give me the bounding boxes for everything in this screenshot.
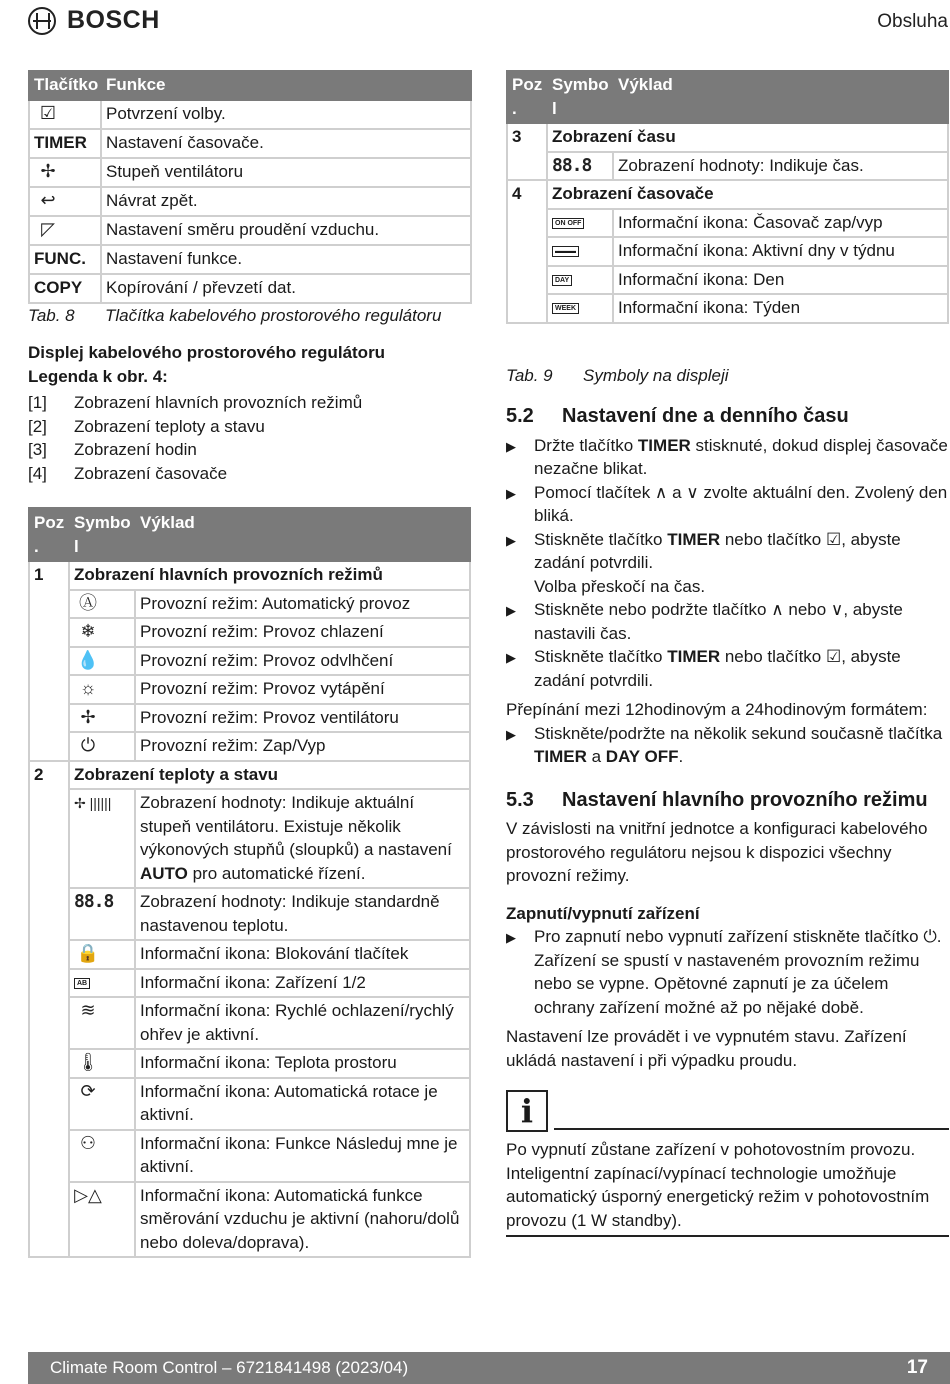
legend-item <box>28 438 472 462</box>
function-cell: Návrat zpět. <box>101 187 471 216</box>
info-icon: i <box>506 1090 548 1132</box>
weekdays-icon: ▬▬▬ <box>552 246 579 257</box>
caption-number: Tab. 8 <box>28 305 75 325</box>
section-title: Nastavení hlavního provozního režimu <box>562 788 928 811</box>
right-column-text <box>506 405 949 1237</box>
function-cell: Nastavení časovače. <box>101 129 471 158</box>
thermometer-icon: 🌡 <box>76 1052 100 1072</box>
document-id: Climate Room Control – 6721841498 (2023/04) <box>50 1358 409 1377</box>
symbol-cell <box>69 1049 135 1078</box>
meaning-text: Provozní režim: Provoz ventilátoru <box>140 707 399 727</box>
legend-number: [3] <box>28 440 47 459</box>
text-part: Stiskněte tlačítko <box>534 529 668 549</box>
text-part: Stiskněte nebo podržte tlačítko ∧ nebo ∨, abyste nastavili čas. <box>534 600 903 643</box>
table-row <box>29 274 471 303</box>
week-icon: WEEK <box>552 303 579 314</box>
column-header-symbol: Symbo l <box>69 508 135 561</box>
caption-text: Symboly na displeji <box>583 366 729 385</box>
text-part: stisknuté, dokud displej časovače nezačne blikat. <box>534 435 948 478</box>
meaning-cell <box>613 209 948 238</box>
table-row <box>29 216 471 245</box>
group-row <box>29 761 470 790</box>
button-key-cell <box>29 187 101 216</box>
table-row <box>29 675 470 704</box>
meaning-cell <box>135 732 470 761</box>
meaning-text: Provozní režim: Automatický provoz <box>140 593 411 613</box>
table-row <box>29 187 471 216</box>
caption-text: Tlačítka kabelového prostorového regulátoru <box>105 305 442 325</box>
column-header-pos: Poz . <box>507 71 547 123</box>
bullet-triangle-icon: ▶ <box>506 532 516 548</box>
symbol-cell <box>69 789 135 888</box>
meaning-cell <box>613 152 948 181</box>
note-header <box>506 1090 949 1134</box>
table-row <box>29 245 471 274</box>
symbol-cell <box>69 732 135 761</box>
sun-icon: ☼ <box>79 678 97 698</box>
symbol-cell <box>547 294 613 323</box>
bullet-text <box>534 481 949 528</box>
note-text: Po vypnutí zůstane zařízení v pohotovostním provozu. Inteligentní zapínací/vypínací technologie umožňuje automatický úsporný energetický režim v pohotovostním provozu (1 W standby). <box>506 1138 949 1237</box>
meaning-text: Informační ikona: Týden <box>618 298 801 317</box>
meaning-cell <box>135 1182 470 1258</box>
fan-icon: ✢ <box>40 160 56 181</box>
symbol-cell <box>69 1182 135 1258</box>
meaning-bold: AUTO <box>140 863 188 883</box>
group-row <box>29 561 470 590</box>
table-row <box>29 1049 470 1078</box>
function-cell: Nastavení funkce. <box>101 245 471 274</box>
meaning-cell <box>613 237 948 266</box>
group-title: Zobrazení hlavních provozních režimů <box>69 561 470 590</box>
meaning-text: Informační ikona: Rychlé ochlazení/rychlý ohřev je aktivní. <box>140 1001 454 1044</box>
table-row <box>29 888 470 940</box>
meaning-text: Zobrazení hodnoty: Indikuje aktuální stupeň ventilátoru. Existuje několik výkonových stupňů (sloupků) a nastavení <box>140 793 452 859</box>
bosch-logo <box>28 7 160 35</box>
buttons-table <box>28 70 472 304</box>
bullet-item <box>506 481 949 528</box>
meaning-text: Informační ikona: Den <box>618 269 785 289</box>
meaning-text: Informační ikona: Blokování tlačítek <box>140 944 409 963</box>
legend-text: Zobrazení teploty a stavu <box>74 416 265 436</box>
bullet-triangle-icon: ▶ <box>506 438 516 454</box>
legend-title: Displej kabelového prostorového regulátoru <box>28 343 386 362</box>
table-row <box>29 158 471 187</box>
symbol-cell <box>69 704 135 733</box>
legend-text: Zobrazení hodin <box>74 440 197 459</box>
symbols-table <box>506 70 949 324</box>
symbol-cell <box>69 1130 135 1182</box>
section-intro: V závislosti na vnitřní jednotce a konfiguraci kabelového prostorového regulátoru nejsou k dispozici všechny provozní režimy. <box>506 819 928 885</box>
table-caption <box>28 304 472 328</box>
button-name: TIMER <box>667 647 721 666</box>
group-row <box>507 180 948 209</box>
buttons-table-block <box>28 70 472 327</box>
bullet-item <box>506 645 949 692</box>
meaning-cell <box>135 1078 470 1130</box>
button-key: TIMER <box>34 132 87 152</box>
button-key-cell <box>29 158 101 187</box>
table-row <box>29 100 471 129</box>
fan-level-icon: ✢ |||||| <box>74 795 112 811</box>
legend-number: [2] <box>28 416 47 436</box>
meaning-text: Informační ikona: Časovač zap/vyp <box>618 212 883 232</box>
symbol-cell <box>69 997 135 1049</box>
table-row <box>29 1130 470 1182</box>
meaning-text: Informační ikona: Automatická funkce směrování vzduchu je aktivní (nahoru/dolů nebo doleva/doprava). <box>140 1185 460 1252</box>
table-row <box>29 1182 470 1258</box>
bullet-item <box>506 598 949 645</box>
lock-icon: 🔒 <box>76 943 100 963</box>
table-caption <box>506 364 729 388</box>
meaning-cell <box>135 618 470 647</box>
meaning-cell <box>135 590 470 619</box>
group-row <box>507 123 948 152</box>
legend-item <box>28 391 472 415</box>
column-header-meaning: Výklad <box>135 508 470 561</box>
bullet-text <box>534 434 949 481</box>
meaning-cell <box>135 1049 470 1078</box>
text-part: . <box>678 747 684 766</box>
text-part: Pomocí tlačítek ∧ a ∨ zvolte aktuální den. Zvolený den bliká. <box>534 482 948 525</box>
note-rule <box>554 1128 949 1130</box>
meaning-text: Provozní režim: Provoz odvlhčení <box>140 650 394 670</box>
fan-icon: ✢ <box>80 706 96 727</box>
meaning-text: Informační ikona: Teplota prostoru <box>140 1053 397 1072</box>
snowflake-icon: ❄ <box>80 621 96 641</box>
dehumidify-icon: 💧 <box>76 649 100 670</box>
bullet-triangle-icon: ▶ <box>506 930 516 945</box>
display-legend <box>28 341 472 485</box>
symbol-cell <box>69 618 135 647</box>
time-display-icon: 88.8 <box>552 154 592 176</box>
table-row <box>29 590 470 619</box>
function-cell: Stupeň ventilátoru <box>101 158 471 187</box>
rotation-icon: ⟳ <box>80 1080 96 1101</box>
table-row <box>29 704 470 733</box>
bullet-item <box>506 528 949 599</box>
section-paragraph: Nastavení lze provádět i ve vypnutém stavu. Zařízení ukládá nastavení i při výpadku proudu. <box>506 1027 907 1070</box>
table-row <box>29 969 470 998</box>
button-key: FUNC. <box>34 248 86 268</box>
table-header-row <box>29 71 471 100</box>
symbol-cell <box>547 266 613 295</box>
meaning-cell <box>135 675 470 704</box>
position-cell: 2 <box>29 761 69 1258</box>
bosch-armature-icon <box>28 7 56 35</box>
bullet-text <box>534 528 949 599</box>
bullet-item <box>506 722 949 769</box>
button-key-cell <box>29 274 101 303</box>
section-name: Obsluha <box>877 11 948 32</box>
meaning-text: Provozní režim: Provoz chlazení <box>140 622 384 641</box>
day-icon: DAY <box>552 275 572 286</box>
bullet-text: Pro zapnutí nebo vypnutí zařízení stiskněte tlačítko ⏻. Zařízení se spustí v nastaveném provozním režimu nebo se vypne. Opětovné zapnutí je za účelem ochrany zařízení možné až po nějaké době. <box>534 927 942 1017</box>
meaning-cell <box>135 969 470 998</box>
column-header-symbol: Symbo l <box>547 71 613 123</box>
meaning-cell <box>135 789 470 888</box>
section-number: 5.3 <box>506 788 534 811</box>
back-icon: ↩ <box>40 189 56 210</box>
table-row <box>29 1078 470 1130</box>
bullet-text <box>534 722 949 769</box>
position-cell: 1 <box>29 561 69 761</box>
table-row <box>507 237 948 266</box>
checkbox-icon: ☑ <box>39 102 57 123</box>
table-row <box>29 789 470 888</box>
symbol-cell <box>69 647 135 676</box>
meaning-text: Zobrazení hodnoty: Indikuje standardně nastavenou teplotu. <box>140 892 440 935</box>
meaning-text: Informační ikona: Funkce Následuj mne je aktivní. <box>140 1133 458 1176</box>
meaning-cell <box>613 294 948 323</box>
device-ab-icon: AB <box>74 978 90 989</box>
symbol-cell <box>547 237 613 266</box>
caption-number: Tab. 9 <box>506 366 553 385</box>
text-part: Držte tlačítko <box>534 435 638 455</box>
symbols-table-1 <box>28 507 471 1258</box>
section-heading-5-3 <box>506 789 949 813</box>
symbol-cell <box>547 152 613 181</box>
button-name: TIMER <box>637 435 691 455</box>
table-header-row <box>29 508 470 561</box>
table-row <box>507 294 948 323</box>
position-cell: 4 <box>507 180 547 323</box>
meaning-cell <box>135 888 470 940</box>
symbol-cell <box>69 590 135 619</box>
function-cell: Nastavení směru proudění vzduchu. <box>101 216 471 245</box>
bullet-item <box>506 434 949 481</box>
legend-item <box>28 415 472 439</box>
symbol-cell <box>69 888 135 940</box>
table-header-row <box>507 71 948 123</box>
table-row <box>507 209 948 238</box>
legend-text: Zobrazení časovače <box>74 463 228 483</box>
group-title: Zobrazení času <box>547 123 948 152</box>
symbol-cell <box>547 209 613 238</box>
text-part: Stiskněte/podržte na několik sekund současně tlačítka <box>534 723 943 743</box>
meaning-text: Informační ikona: Aktivní dny v týdnu <box>618 241 895 260</box>
table-row <box>507 152 948 181</box>
page-footer <box>28 1352 950 1384</box>
column-header: Tlačítko <box>29 71 101 100</box>
meaning-cell <box>135 704 470 733</box>
bullet-triangle-icon: ▶ <box>506 603 516 618</box>
section-number: 5.2 <box>506 405 534 427</box>
column-header: Funkce <box>101 71 471 100</box>
airflow-direction-icon: ◸ <box>41 218 55 239</box>
bullet-text <box>534 645 949 692</box>
text-part: nebo tlačítko ☑, abyste zadání potvrdili. <box>534 529 901 572</box>
table-row <box>29 618 470 647</box>
meaning-cell <box>135 647 470 676</box>
legend-item <box>28 462 472 486</box>
button-key-cell <box>29 245 101 274</box>
symbol-cell <box>69 969 135 998</box>
legend-subtitle: Legenda k obr. 4: <box>28 366 168 386</box>
symbol-cell <box>69 675 135 704</box>
swing-icon: ▷△ <box>74 1184 102 1205</box>
button-name: TIMER <box>667 529 721 549</box>
bullet-item <box>506 925 949 1019</box>
person-icon: ⚇ <box>79 1132 97 1153</box>
bullet-triangle-icon: ▶ <box>506 650 516 665</box>
on-off-timer-icon: ON OFF <box>552 218 584 229</box>
table-row <box>29 732 470 761</box>
page-number: 17 <box>906 1357 928 1378</box>
column-header-meaning: Výklad <box>613 71 948 123</box>
section-title: Nastavení dne a denního času <box>562 405 849 427</box>
button-name: DAY OFF <box>605 747 679 766</box>
function-cell: Potvrzení volby. <box>101 100 471 129</box>
position-cell: 3 <box>507 123 547 180</box>
button-name: TIMER <box>534 747 587 766</box>
table-row <box>507 266 948 295</box>
function-cell: Kopírování / převzetí dat. <box>101 274 471 303</box>
page-header <box>0 0 950 44</box>
text-part: a <box>586 747 606 766</box>
symbols-table <box>28 507 471 1258</box>
legend-text: Zobrazení hlavních provozních režimů <box>74 393 363 412</box>
turbo-icon: ≋ <box>80 1000 96 1020</box>
temperature-display-icon: 88.8 <box>74 891 114 912</box>
bullet-triangle-icon: ▶ <box>506 485 516 501</box>
power-icon: ⏻ <box>80 735 96 755</box>
table-row <box>29 647 470 676</box>
format-switch-text: Přepínání mezi 12hodinovým a 24hodinovým formátem: <box>506 700 928 719</box>
meaning-cell <box>135 940 470 969</box>
text-part: Volba přeskočí na čas. <box>534 576 706 596</box>
button-key-cell <box>29 100 101 129</box>
brand-name: BOSCH <box>67 6 160 35</box>
meaning-text: pro automatické řízení. <box>187 863 366 883</box>
symbol-cell <box>69 1078 135 1130</box>
symbols-table-2 <box>506 70 949 324</box>
table-row <box>29 940 470 969</box>
section-heading-5-2 <box>506 405 949 429</box>
table-row <box>29 997 470 1049</box>
text-part: nebo tlačítko ☑, abyste zadání potvrdili. <box>534 647 901 690</box>
table-row <box>29 129 471 158</box>
legend-number: [1] <box>28 393 47 412</box>
column-header-pos: Poz . <box>29 508 69 561</box>
meaning-cell <box>613 266 948 295</box>
button-key-cell <box>29 129 101 158</box>
meaning-text: Provozní režim: Zap/Vyp <box>140 736 326 755</box>
bullet-triangle-icon: ▶ <box>506 726 516 742</box>
text-part: Stiskněte tlačítko <box>534 647 668 666</box>
meaning-text: Provozní režim: Provoz vytápění <box>140 679 385 698</box>
meaning-text: Zobrazení hodnoty: Indikuje čas. <box>618 155 864 175</box>
legend-number: [4] <box>28 463 47 483</box>
symbol-cell <box>69 940 135 969</box>
button-key-cell <box>29 216 101 245</box>
bullet-text <box>534 598 949 645</box>
group-title: Zobrazení časovače <box>547 180 948 209</box>
meaning-text: Informační ikona: Automatická rotace je aktivní. <box>140 1081 438 1124</box>
button-key: COPY <box>34 277 83 297</box>
auto-mode-icon: Ⓐ <box>79 592 97 613</box>
subheading-power: Zapnutí/vypnutí zařízení <box>506 903 700 923</box>
meaning-text: Informační ikona: Zařízení 1/2 <box>140 972 366 992</box>
group-title: Zobrazení teploty a stavu <box>69 761 470 790</box>
meaning-cell <box>135 1130 470 1182</box>
meaning-cell <box>135 997 470 1049</box>
